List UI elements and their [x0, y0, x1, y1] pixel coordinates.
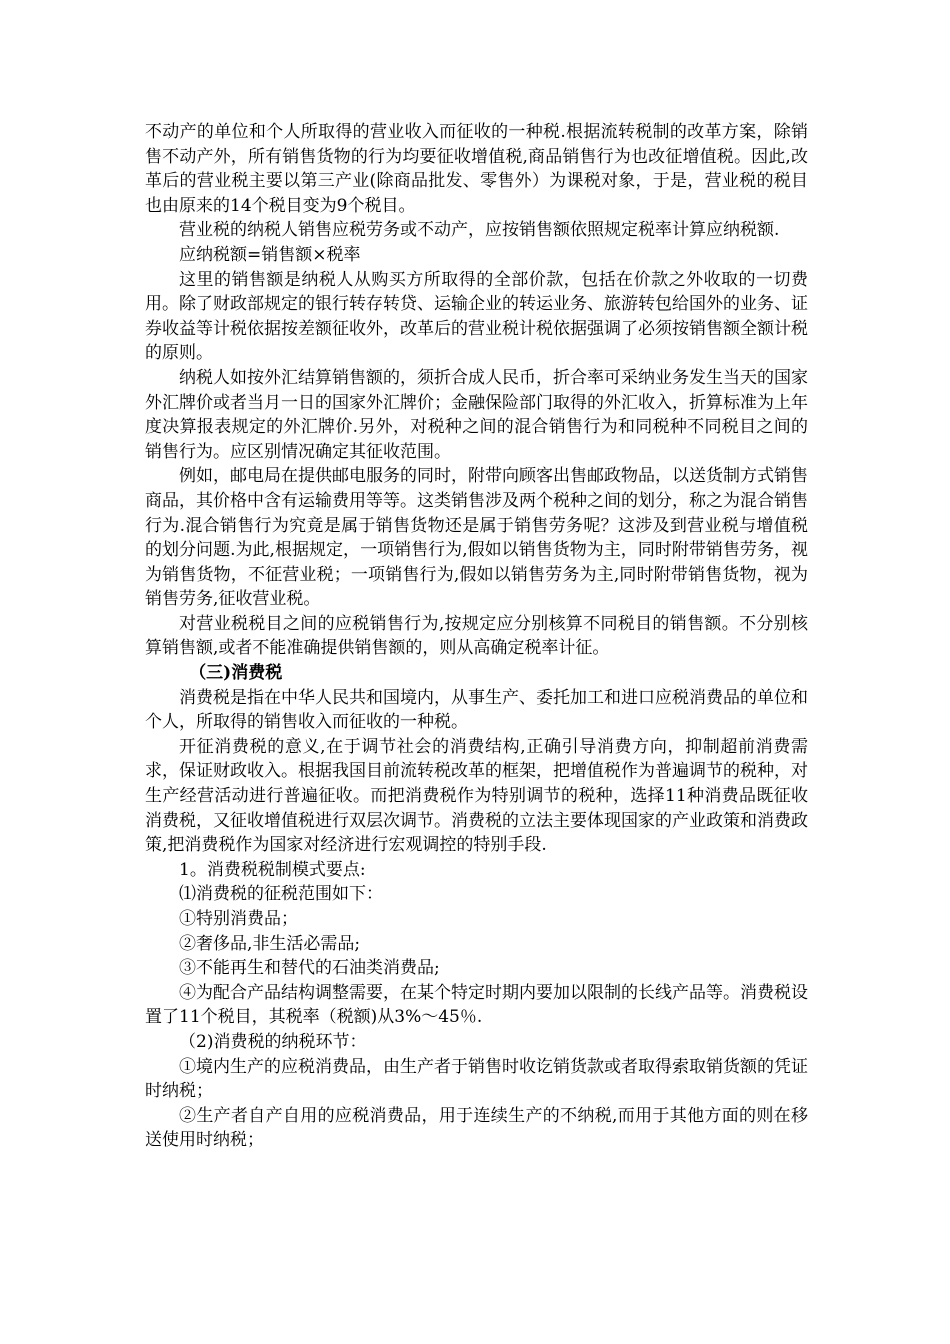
- paragraph-taxpayer-calculation: 营业税的纳税人销售应税劳务或不动产，应按销售额依照规定税率计算应纳税额.: [179, 220, 780, 241]
- document-body: [145, 120, 808, 1153]
- list-heading-tax-scope: ⑴消费税的征税范围如下：: [179, 884, 383, 905]
- list-item-special-goods: ①特别消费品；: [179, 909, 298, 929]
- paragraph-mixed-sales-example: 例如，邮电局在提供邮电服务的同时，附带向顾客出售邮政物品，以送货制方式销售商品，其价格中含有运输费用等等。这类销售涉及两个税种之间的划分，称之为混合销售行为.混合销售行为究竟是属于销售货物还是属于销售劳务呢？这涉及到营业税与增值税的划分问题.为此,根据规定，一项销售行为,假如以销售货物为主，同时附带销售劳务，视为销售货物，不征营业税；一项销售行为,假如以销售劳务为主,同时附带销售货物，视为销售劳务,征收营业税。: [145, 466, 808, 610]
- paragraph-sales-amount: 这里的销售额是纳税人从购买方所取得的全部价款，包括在价款之外收取的一切费用。除了财政部规定的银行转存转贷、运输企业的转运业务、旅游转包给国外的业务、证券收益等计税依据按差额征收外，改革后的营业税计税依据强调了必须按销售额全额计税的原则。: [145, 269, 808, 364]
- paragraph-business-tax-intro: 不动产的单位和个人所取得的营业收入而征收的一种税.根据流转税制的改革方案，除销售不动产外，所有销售货物的行为均要征收增值税,商品销售行为也改征增值税。因此,改革后的营业税主要以第三产业(除商品批发、零售外）为课税对象，于是，营业税的税目也由原来的14个税目变为9个税目。: [145, 122, 808, 216]
- list-item-self-use: ②生产者自产自用的应税消费品，用于连续生产的不纳税,而用于其他方面的则在移送使用时纳税；: [145, 1105, 808, 1151]
- list-item-long-line-products: ④为配合产品结构调整需要，在某个特定时期内要加以限制的长线产品等。消费税设置了11个税目，其税率（税额)从3%～45％.: [145, 982, 808, 1028]
- list-item-luxury-goods: ②奢侈品,非生活必需品;: [179, 933, 361, 954]
- formula-tax-amount: 应纳税额=销售额×税率: [179, 244, 361, 265]
- paragraph-consumption-tax-purpose: 开征消费税的意义,在于调节社会的消费结构,正确引导消费方向，抑制超前消费需求，保证财政收入。根据我国目前流转税改革的框架，把增值税作为普遍调节的税种，对生产经营活动进行普遍征收。而把消费税作为特别调节的税种，选择11种消费品既征收消费税，又征收增值税进行双层次调节。消费税的立法主要体现国家的产业政策和消费政策,把消费税作为国家对经济进行宏观调控的特别手段.: [145, 736, 808, 856]
- section-heading-consumption-tax: （三)消费税: [189, 663, 283, 684]
- list-item-domestic-production: ①境内生产的应税消费品，由生产者于销售时收讫销货款或者取得索取销货额的凭证时纳税；: [145, 1056, 808, 1102]
- paragraph-tax-item-sales: 对营业税税目之间的应税销售行为,按规定应分别核算不同税目的销售额。不分别核算销售额,或者不能准确提供销售额的，则从高确定税率计征。: [145, 613, 808, 659]
- paragraph-consumption-tax-definition: 消费税是指在中华人民共和国境内，从事生产、委托加工和进口应税消费品的单位和个人，所取得的销售收入而征收的一种税。: [145, 687, 808, 733]
- list-heading-tax-stage: （2)消费税的纳税环节：: [179, 1031, 367, 1052]
- list-heading-tax-model: 1。消费税税制模式要点:: [179, 859, 366, 880]
- paragraph-foreign-exchange: 纳税人如按外汇结算销售额的，须折合成人民币，折合率可采纳业务发生当天的国家外汇牌价或者当月一日的国家外汇牌价；金融保险部门取得的外汇收入，折算标准为上年度决算报表规定的外汇牌价.另外，对税种之间的混合销售行为和同税种不同税目之间的销售行为。应区别情况确定其征收范围。: [145, 367, 808, 462]
- list-item-petroleum: ③不能再生和替代的石油类消费品;: [179, 958, 440, 979]
